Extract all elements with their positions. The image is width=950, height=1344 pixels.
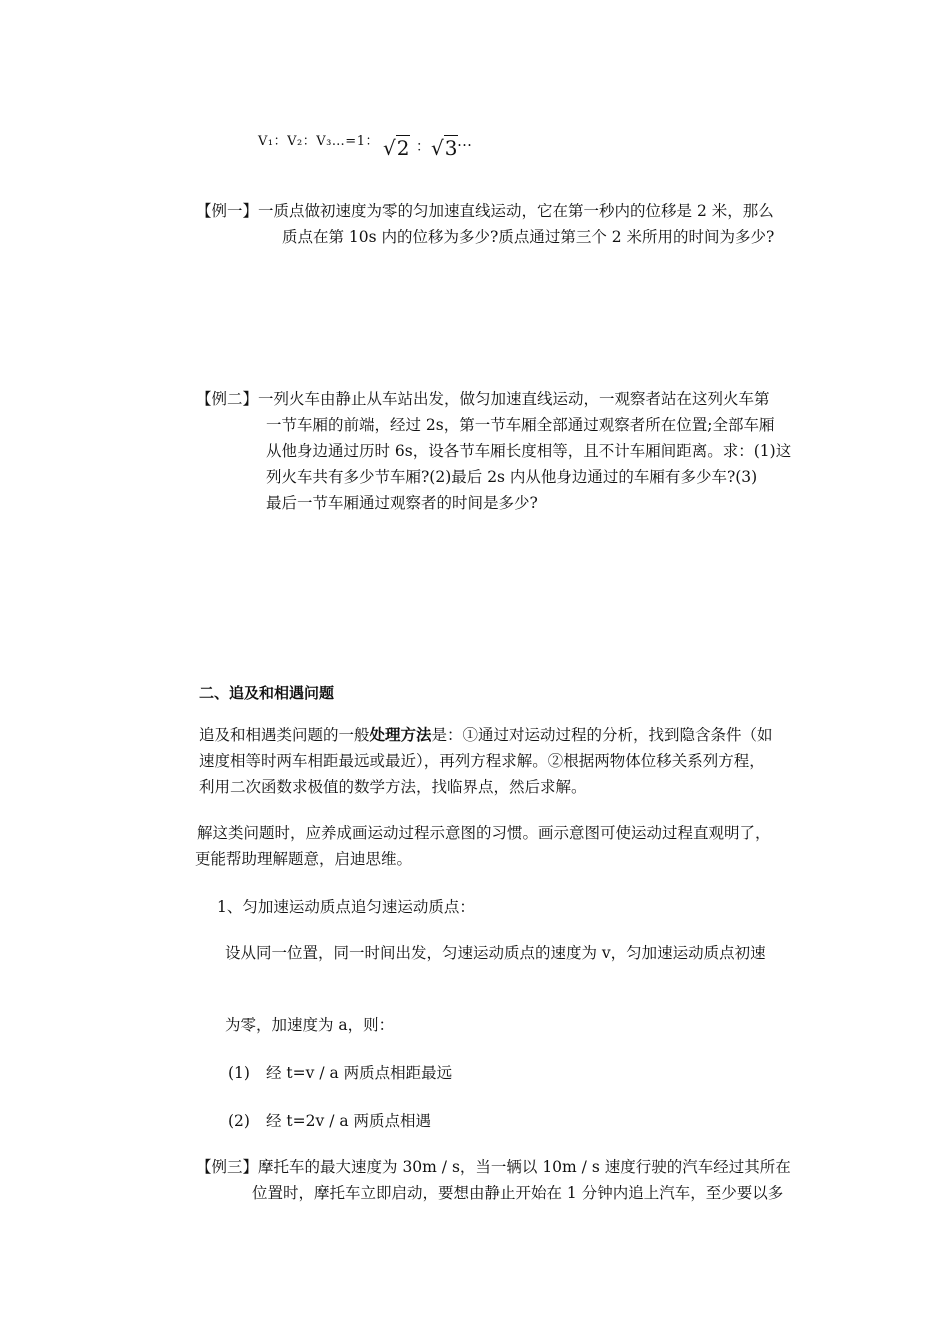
example3-line2: 位置时，摩托车立即启动，要想由静止开始在 1 分钟内追上汽车，至少要以多 — [252, 1184, 784, 1202]
item2-number: (2) — [228, 1112, 250, 1130]
example2-tag: 【例二】 — [196, 390, 259, 408]
example2-line5: 最后一节车厢通过观察者的时间是多少? — [266, 494, 538, 512]
item2-text: 经 t=2v / a 两质点相遇 — [266, 1112, 432, 1130]
para1-line2: 速度相等时两车相距最远或最近），再列方程求解。②根据两物体位移关系列方程， — [199, 752, 765, 770]
example1-line1: 【例一】一质点做初速度为零的匀加速直线运动，它在第一秒内的位移是 2 米，那么 — [196, 202, 774, 220]
formula-separator: ： — [416, 139, 430, 155]
subsection1-desc1: 设从同一位置，同一时间出发，匀速运动质点的速度为 v，匀加速运动质点初速 — [225, 944, 766, 962]
para1-line1: 追及和相遇类问题的一般处理方法是：①通过对运动过程的分析，找到隐含条件（如 — [199, 726, 773, 744]
sqrt-2: √2 — [383, 136, 410, 160]
para1-line3: 利用二次函数求极值的数学方法，找临界点，然后求解。 — [199, 778, 587, 796]
item1-text: 经 t=v / a 两质点相距最远 — [266, 1064, 453, 1082]
example1-line2: 质点在第 10s 内的位移为多少?质点通过第三个 2 米所用的时间为多少? — [282, 228, 775, 246]
item1-number: (1) — [228, 1064, 250, 1082]
processing-method-bold: 处理方法 — [369, 726, 432, 744]
formula-prefix: V₁：V₂：V₃…=1： — [258, 134, 379, 149]
para2-line2: 更能帮助理解题意，启迪思维。 — [195, 850, 413, 868]
example2-line2: 一节车厢的前端，经过 2s，第一节车厢全部通过观察者所在位置;全部车厢 — [266, 416, 775, 434]
example3-line1: 【例三】摩托车的最大速度为 30m / s，当一辆以 10m / s 速度行驶的汽车经过其所在 — [196, 1158, 791, 1176]
subsection1-desc2: 为零，加速度为 a，则： — [225, 1016, 395, 1034]
example2-line3: 从他身边通过历时 6s，设各节车厢长度相等，且不计车厢间距离。求：(1)这 — [266, 442, 792, 460]
section2-heading: 二、追及和相遇问题 — [199, 684, 335, 702]
example2-line4: 列火车共有多少节车厢?(2)最后 2s 内从他身边通过的车厢有多少车?(3) — [266, 468, 758, 486]
velocity-ratio-formula — [258, 130, 379, 149]
formula-ellipsis: … — [457, 132, 472, 150]
subsection1-title: 1、匀加速运动质点追匀速运动质点： — [217, 898, 475, 916]
example2-line1: 【例二】一列火车由静止从车站出发，做匀加速直线运动，一观察者站在这列火车第 — [196, 390, 770, 408]
sqrt-3: √3 — [431, 136, 458, 160]
para2-line1: 解这类问题时，应养成画运动过程示意图的习惯。画示意图可使运动过程直观明了， — [197, 824, 771, 842]
example3-tag: 【例三】 — [196, 1158, 259, 1176]
example1-tag: 【例一】 — [196, 202, 259, 220]
